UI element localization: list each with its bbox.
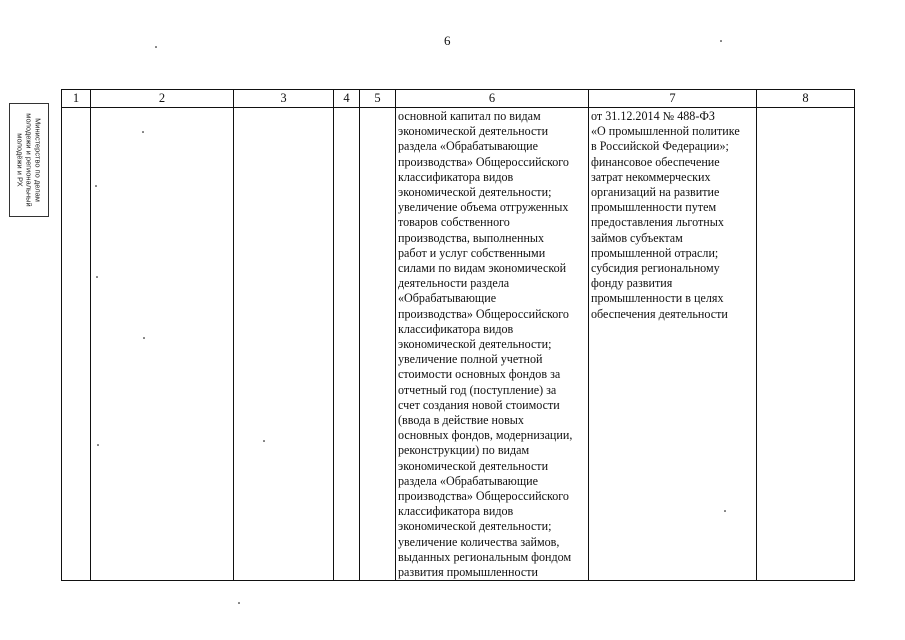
scan-speck — [143, 337, 145, 339]
text-line: увеличение объема отгруженных — [398, 200, 569, 215]
page-number: 6 — [444, 33, 451, 48]
text-line: от 31.12.2014 № 488-ФЗ — [591, 109, 715, 123]
text-line: товаров собственного — [398, 215, 510, 230]
text-line: организаций на развитие — [591, 185, 720, 200]
text-line: субсидия региональному — [591, 261, 720, 276]
scan-speck — [720, 40, 722, 42]
stamp-text — [16, 105, 43, 215]
column-header-6: 6 — [396, 90, 589, 108]
text-line: отчетный год (поступление) за — [398, 382, 557, 397]
text-line: (ввода в действие новых — [398, 413, 524, 428]
text-line: раздела «Обрабатывающие — [398, 139, 538, 154]
cell-col-3 — [234, 108, 334, 581]
text-line: выданных региональным фондом — [398, 549, 572, 564]
text-line: увеличение полной учетной — [398, 352, 543, 367]
cell-col-4 — [334, 108, 360, 581]
scan-speck — [95, 185, 97, 187]
text-line: классификатора видов — [398, 504, 514, 519]
scan-speck — [724, 510, 726, 512]
text-line: экономической деятельности; — [398, 185, 552, 200]
document-table — [61, 89, 855, 581]
scan-speck — [238, 602, 240, 604]
indicators-text — [396, 108, 588, 580]
scan-speck — [142, 131, 144, 133]
cell-col-7 — [589, 108, 757, 581]
text-line: работ и услуг собственными — [398, 245, 546, 260]
text-line: производства» Общероссийского — [398, 489, 569, 504]
text-line: классификатора видов — [398, 169, 514, 184]
text-line: стоимости основных фондов за — [398, 367, 561, 382]
text-line: экономической деятельности; — [398, 519, 552, 534]
cell-col-8 — [757, 108, 855, 581]
text-line: «Обрабатывающие — [398, 291, 497, 306]
column-header-3: 3 — [234, 90, 334, 108]
table-row — [62, 108, 855, 581]
text-line: увеличение количества займов, — [398, 534, 560, 549]
column-header-7: 7 — [589, 90, 757, 108]
scan-speck — [97, 444, 99, 446]
scan-speck — [263, 440, 265, 442]
text-line: предоставления льготных — [591, 215, 724, 230]
text-line: фонду развития — [591, 276, 673, 291]
text-line: в Российской Федерации»; — [591, 139, 729, 154]
text-line: развития промышленности — [398, 565, 538, 580]
column-header-4: 4 — [334, 90, 360, 108]
legal-basis-text — [589, 108, 756, 322]
text-line: промышленности в целях — [591, 291, 724, 306]
scan-speck — [96, 276, 98, 278]
text-line: «О промышленной политике — [591, 124, 740, 139]
column-header-1: 1 — [62, 90, 91, 108]
text-line: финансовое обеспечение — [591, 154, 720, 169]
scan-speck — [155, 46, 157, 48]
registration-stamp — [9, 103, 49, 217]
text-line: займов субъектам — [591, 230, 683, 245]
text-line: экономической деятельности — [398, 458, 549, 473]
text-line: реконструкции) по видам — [398, 443, 530, 458]
text-line: деятельности раздела — [398, 276, 510, 291]
text-line: затрат некоммерческих — [591, 169, 711, 184]
stamp-line: Министерство по делам — [33, 118, 43, 202]
stamp-line: молодёжи и РХ — [15, 133, 25, 187]
column-header-5: 5 — [360, 90, 396, 108]
text-line: раздела «Обрабатывающие — [398, 473, 538, 488]
text-line: производства» Общероссийского — [398, 306, 569, 321]
text-line: экономической деятельности — [398, 124, 549, 139]
cell-col-6 — [396, 108, 589, 581]
text-line: основной капитал по видам — [398, 109, 541, 123]
text-line: экономической деятельности; — [398, 337, 552, 352]
stamp-line: молодежи и региональный — [24, 113, 34, 207]
column-header-8: 8 — [757, 90, 855, 108]
text-line: производства» Общероссийского — [398, 154, 569, 169]
text-line: основных фондов, модернизации, — [398, 428, 573, 443]
header-row — [62, 90, 855, 108]
text-line: классификатора видов — [398, 321, 514, 336]
cell-col-2 — [91, 108, 234, 581]
cell-col-1 — [62, 108, 91, 581]
text-line: обеспечения деятельности — [591, 306, 728, 321]
cell-col-5 — [360, 108, 396, 581]
text-line: промышленной отрасли; — [591, 245, 719, 260]
text-line: счет создания новой стоимости — [398, 397, 560, 412]
text-line: силами по видам экономической — [398, 261, 567, 276]
text-line: промышленности путем — [591, 200, 717, 215]
column-header-2: 2 — [91, 90, 234, 108]
text-line: производства, выполненных — [398, 230, 545, 245]
